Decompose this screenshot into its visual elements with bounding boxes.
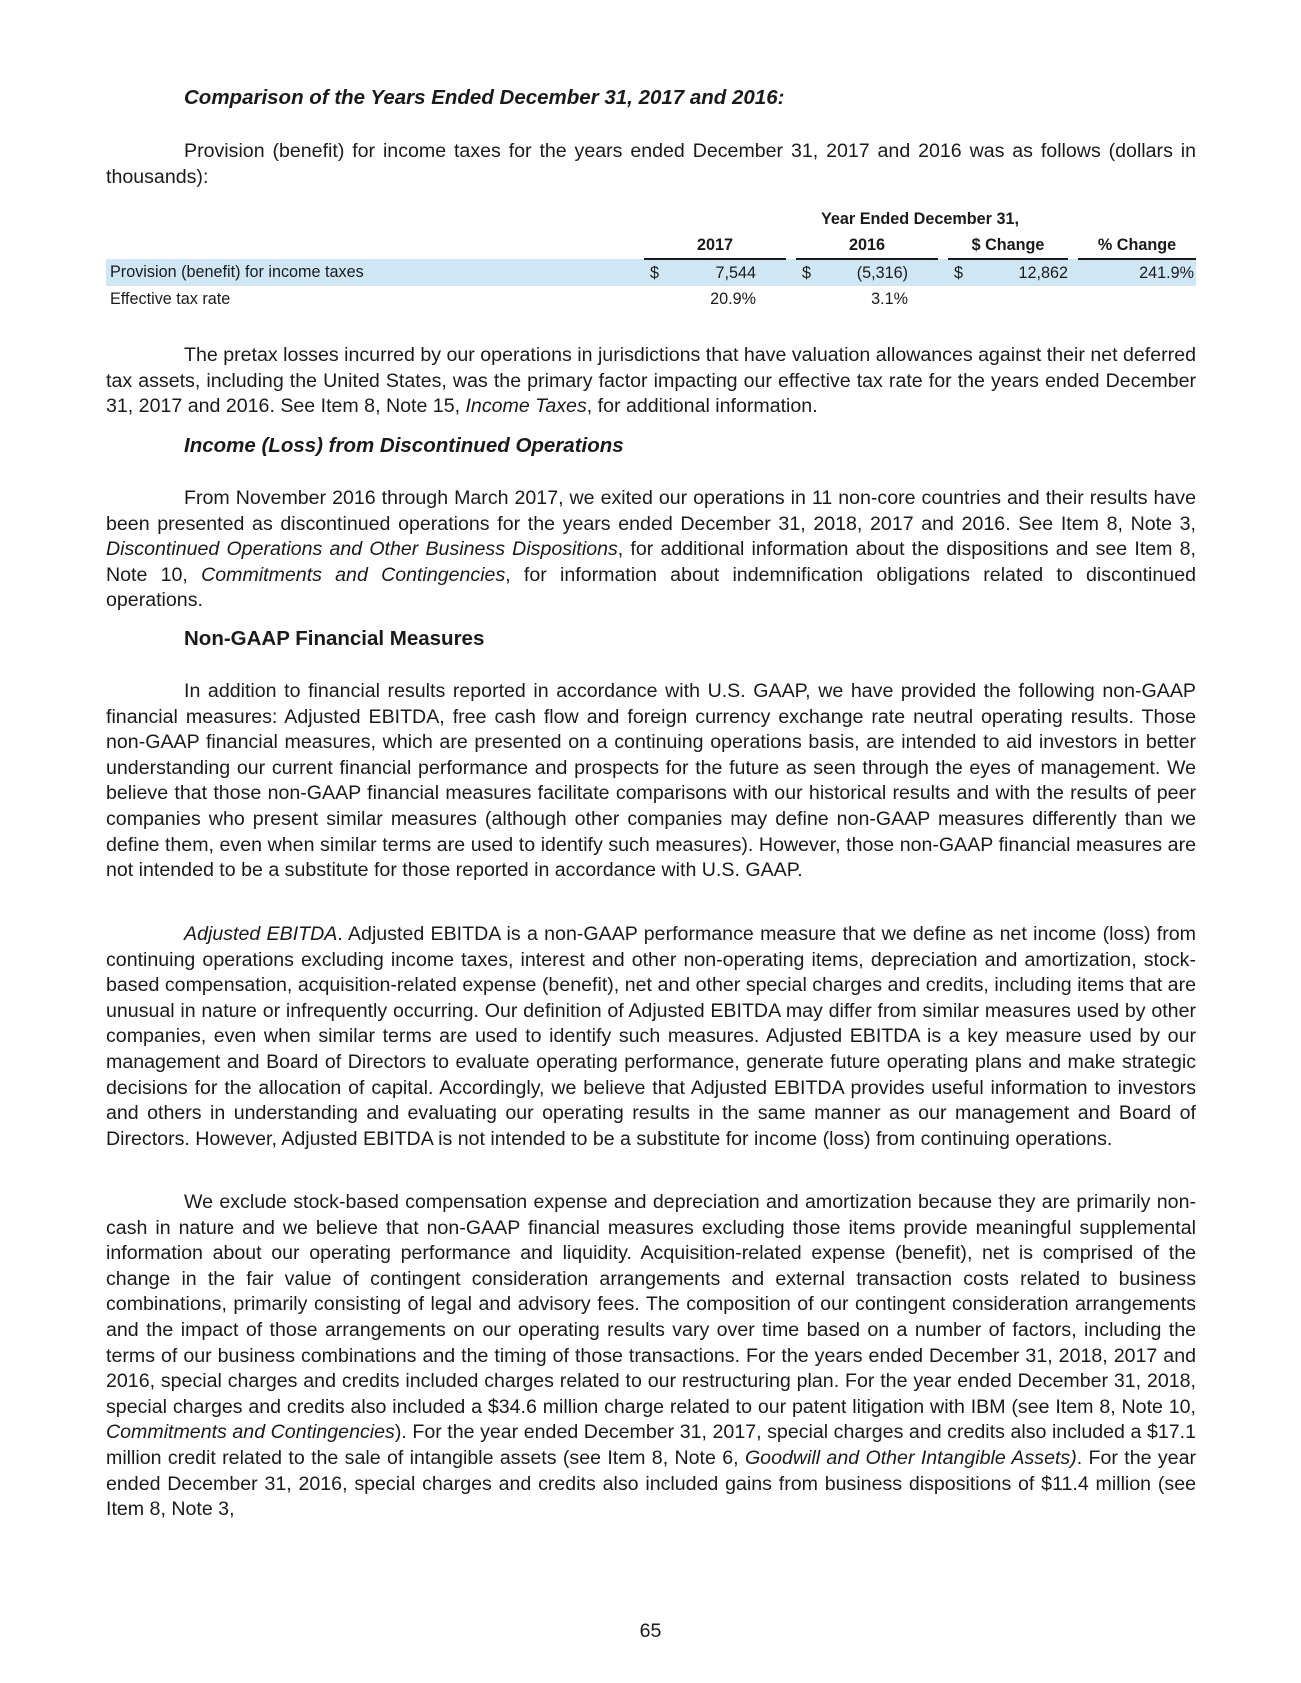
intro-text: Provision (benefit) for income taxes for the years ended December 31, 2017 and 2016 was as follows (dollars in thousands): — [106, 140, 1196, 188]
section-heading-non-gaap: Non-GAAP Financial Measures — [184, 627, 485, 650]
income-tax-table — [106, 206, 1196, 312]
para-text: , for additional information about the dispositions and see Item 8, Note 10, — [106, 538, 1196, 586]
adjusted-ebitda-paragraph — [106, 922, 1196, 1152]
italic-reference: Commitments and Contingencies — [201, 563, 506, 586]
para-text: The pretax losses incurred by our operations in jurisdictions that have valuation allowances against their net deferred tax assets, including the United States, was the primary factor impacting our effective tax rate for the years ended December 31, 2017 and 2016. See Item 8, Note 15, — [106, 344, 1196, 418]
column-header-2016: 2016 — [796, 232, 938, 259]
para-text: , for additional information. — [586, 395, 818, 418]
para-text: , for information about indemnification obligations related to discontinued operations. — [106, 563, 1196, 612]
non-gaap-paragraph — [106, 679, 1196, 884]
para-text: In addition to financial results reported in accordance with U.S. GAAP, we have provided the following non-GAAP financial measures: Adjusted EBITDA, free cash flow and foreign currency exchange rate neutral operating results. Those non-GAAP financial measures, which are presented on a continuing operations basis, are intended to aid investors in better understanding our current financial performance and prospects for the future as seen through the eyes of management. We believe that those non-GAAP financial measures facilitate comparisons with our historical results and with the results of peer companies who present similar measures (although other companies may define non-GAAP measures differently than we define them, even when similar terms are used to identify such measures). However, those non-GAAP financial measures are not intended to be a substitute for those reported in accordance with U.S. GAAP. — [106, 680, 1196, 882]
page-number: 65 — [639, 1620, 662, 1642]
discontinued-paragraph — [106, 486, 1196, 614]
currency-symbol: $ — [644, 259, 666, 286]
column-header-dollar-change: $ Change — [948, 232, 1068, 259]
italic-reference: Goodwill and Other Intangible Assets) — [744, 1446, 1077, 1469]
row-label: Provision (benefit) for income taxes — [106, 259, 634, 286]
table-row — [106, 259, 1196, 286]
italic-lead: Adjusted EBITDA — [184, 923, 338, 945]
currency-symbol: $ — [796, 259, 818, 286]
column-header-percent-change: % Change — [1078, 232, 1196, 259]
intro-paragraph — [106, 139, 1196, 190]
value-dollar-change: 12,862 — [970, 259, 1068, 286]
currency-symbol: $ — [948, 259, 970, 286]
para-text: From November 2016 through March 2017, we exited our operations in 11 non-core countries and their results have been presented as discontinued operations for the years ended December 31, 2018, 2017 and 2016. See Item 8, Note 3, — [106, 487, 1196, 535]
effective-rate-paragraph — [106, 343, 1196, 420]
section-heading-discontinued: Income (Loss) from Discontinued Operations — [184, 434, 624, 457]
italic-reference: Commitments and Contingencies — [106, 1421, 395, 1444]
value-2016: 3.1% — [871, 289, 908, 308]
exclusions-paragraph — [106, 1190, 1196, 1523]
italic-reference: Income Taxes — [465, 395, 587, 418]
value-2017: 7,544 — [666, 259, 756, 286]
para-text: ). For the year ended December 31, 2017, special charges and credits also included a $17.1 million credit related to the sale of intangible assets (see Item 8, Note 6, — [106, 1421, 1196, 1469]
value-2016: (5,316) — [818, 259, 908, 286]
table-row — [106, 286, 1196, 312]
para-text: . For the year ended December 31, 2016, special charges and credits also included gains from business dispositions of $11.4 million (see Item 8, Note 3, — [106, 1446, 1196, 1521]
column-header-2017: 2017 — [644, 232, 786, 259]
value-2017: 20.9% — [710, 289, 756, 308]
para-text: We exclude stock-based compensation expense and depreciation and amortization because they are primarily non-cash in nature and we believe that non-GAAP financial measures excluding those items provide meaningful supplemental information about our operating performance and liquidity. Acquisition-related expense (benefit), net is comprised of the change in the fair value of contingent consideration arrangements and external transaction costs related to business combinations, primarily consisting of legal and advisory fees. The composition of our contingent consideration arrangements and the impact of those arrangements on our operating results vary over time based on a number of factors, including the terms of our business combinations and the timing of those transactions. For the years ended December 31, 2018, 2017 and 2016, special charges and credits included charges related to our restructuring plan. For the year ended December 31, 2018, special charges and credits also included a $34.6 million charge related to our patent litigation with IBM (see Item 8, Note 10, — [106, 1191, 1196, 1418]
section-heading-comparison: Comparison of the Years Ended December 31, 2017 and 2016: — [184, 86, 785, 109]
row-label: Effective tax rate — [110, 289, 231, 308]
table-group-header: Year Ended December 31, — [821, 209, 1019, 228]
value-percent-change: 241.9% — [1078, 259, 1196, 286]
italic-reference: Discontinued Operations and Other Business Dispositions — [106, 538, 618, 561]
para-text: . Adjusted EBITDA is a non-GAAP performance measure that we define as net income (loss) from continuing operations excluding income taxes, interest and other non-operating items, depreciation and amortization, stock-based compensation, acquisition-related expense (benefit), net and other special charges and credits, including items that are unusual in nature or infrequently occurring. Our definition of Adjusted EBITDA may differ from similar measures used by other companies, even when similar terms are used to identify such measures. Adjusted EBITDA is a key measure used by our management and Board of Directors to evaluate operating performance, generate future operating plans and make strategic decisions for the allocation of capital. Accordingly, we believe that Adjusted EBITDA provides useful information to investors and others in understanding and evaluating our operating results in the same manner as our management and Board of Directors. However, Adjusted EBITDA is not intended to be a substitute for income (loss) from continuing operations. — [106, 923, 1196, 1150]
